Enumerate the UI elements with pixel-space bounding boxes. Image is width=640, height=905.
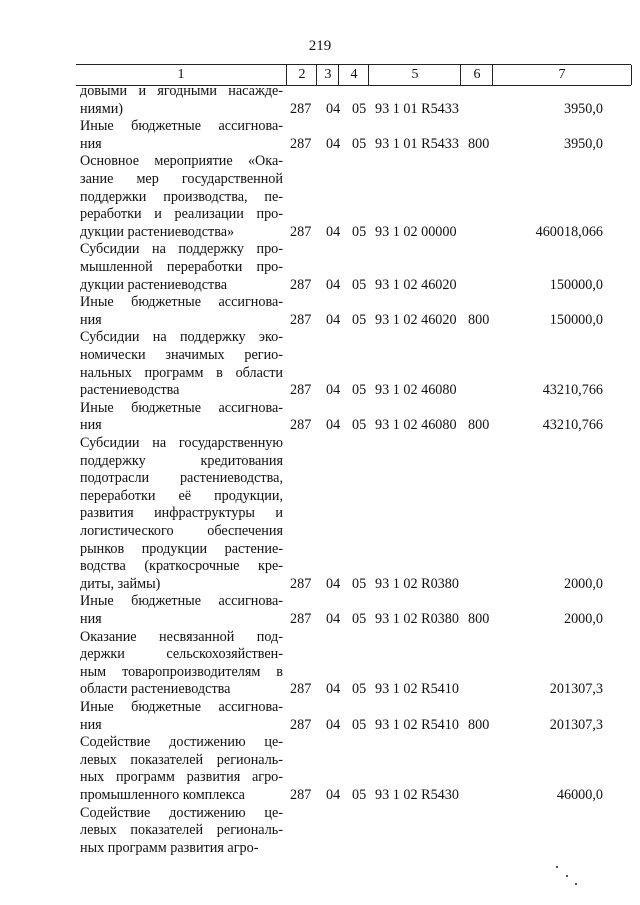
description-line: поддержки производства, пе- [80,188,283,205]
description-line: мышленной переработки про- [80,258,283,275]
cell-c4: 05 [352,786,367,803]
row-description [80,83,283,118]
description-line: левых показателей региональ- [80,751,283,768]
cell-c3: 04 [326,100,341,117]
cell-c5: 93 1 01 R5433 [375,135,459,152]
row-description [80,435,283,593]
description-line: развития инфраструктуры и [80,505,283,522]
cell-c2: 287 [290,382,312,399]
cell-c4: 05 [352,417,367,434]
description-line: Содействие достижению це- [80,804,283,821]
cell-c3: 04 [326,716,341,733]
cell-c2: 287 [290,786,312,803]
cell-c2: 287 [290,223,312,240]
cell-c5: 93 1 02 R5410 [375,716,459,733]
cell-c4: 05 [352,135,367,152]
description-line: Субсидии на поддержку про- [80,241,283,258]
description-line: ных программ развития агро- [80,769,283,786]
description-line: Иные бюджетные ассигнова- [80,399,283,416]
cell-c3: 04 [326,417,341,434]
row-description [80,241,283,294]
cell-c7: 201307,3 [549,681,603,698]
row-description [80,118,283,153]
description-line: ниями) [80,100,124,117]
description-line: переработки её продукции, [80,487,283,504]
description-line: ния [80,311,102,328]
row-description [80,629,283,699]
cell-c3: 04 [326,311,341,328]
cell-c3: 04 [326,135,341,152]
description-line: левых показателей региональ- [80,822,283,839]
cell-c4: 05 [352,610,367,627]
description-line: Субсидии на поддержку эко- [80,329,283,346]
cell-c5: 93 1 02 R0380 [375,575,459,592]
cell-c3: 04 [326,276,341,293]
row-description [80,400,283,435]
description-line: Иные бюджетные ассигнова- [80,294,283,311]
cell-c4: 05 [352,681,367,698]
cell-c4: 05 [352,276,367,293]
description-line: ния [80,716,102,733]
description-line: ния [80,135,102,152]
description-line: Основное мероприятие «Ока- [80,153,283,170]
row-description [80,329,283,399]
cell-c4: 05 [352,100,367,117]
cell-c7: 2000,0 [563,610,603,627]
cell-c5: 93 1 02 00000 [375,223,457,240]
description-line: Иные бюджетные ассигнова- [80,699,283,715]
description-line: логистического обеспечения [80,522,283,539]
description-line: промышленного комплекса [80,786,245,803]
cell-c2: 287 [290,681,312,698]
cell-c4: 05 [352,382,367,399]
description-line: ным товаропроизводителям в [80,663,283,680]
cell-c5: 93 1 02 R5430 [375,786,459,803]
scan-mark [575,883,577,885]
description-line: довыми и ягодными насажде- [80,83,283,99]
row-description [80,294,283,329]
description-line: подотрасли растениеводства, [80,470,283,487]
description-line: ных программ развития агро- [80,839,259,856]
cell-c2: 287 [290,575,312,592]
cell-c2: 287 [290,417,312,434]
header-col-4: 4 [338,65,369,85]
header-col-5: 5 [368,65,461,85]
cell-c3: 04 [326,575,341,592]
cell-c2: 287 [290,135,312,152]
header-col-7: 7 [492,65,632,85]
description-line: реработки и реализации про- [80,206,283,223]
cell-c7: 46000,0 [556,786,603,803]
cell-c2: 287 [290,276,312,293]
cell-c7: 150000,0 [549,311,603,328]
cell-c7: 460018,066 [535,223,603,240]
scan-mark [566,875,568,877]
description-line: Иные бюджетные ассигнова- [80,118,283,135]
description-line: диты, займы) [80,575,161,592]
cell-c4: 05 [352,716,367,733]
row-description [80,593,283,628]
cell-c4: 05 [352,311,367,328]
description-line: дукции растениеводства [80,276,228,293]
description-line: Содействие достижению це- [80,734,283,751]
description-line: рынков продукции растение- [80,540,283,557]
cell-c5: 93 1 02 R0380 [375,610,459,627]
cell-c5: 93 1 02 46080 [375,417,457,434]
description-line: Субсидии на государственную [80,435,283,451]
description-line: Оказание несвязанной под- [80,628,283,645]
description-line: поддержку кредитования [80,452,283,469]
cell-c5: 93 1 02 46080 [375,382,457,399]
header-col-6: 6 [460,65,493,85]
cell-c3: 04 [326,786,341,803]
description-line: Иные бюджетные ассигнова- [80,593,283,610]
row-description [80,153,283,241]
cell-c2: 287 [290,610,312,627]
cell-c2: 287 [290,311,312,328]
cell-c7: 201307,3 [549,716,603,733]
header-col-1: 1 [177,67,185,82]
page-number: 219 [308,38,332,54]
cell-c5: 93 1 02 R5410 [375,681,459,698]
description-line: области растениеводства [80,681,231,698]
header-col-3: 3 [316,65,339,85]
cell-c4: 05 [352,223,367,240]
header-col-2: 2 [286,65,317,85]
cell-c2: 287 [290,716,312,733]
description-line: зание мер государственной [80,170,283,187]
cell-c6: 800 [468,610,490,627]
description-line: нальных программ в области [80,364,283,381]
cell-c5: 93 1 01 R5433 [375,100,459,117]
cell-c3: 04 [326,681,341,698]
cell-c3: 04 [326,610,341,627]
row-description [80,699,283,734]
description-line: номически значимых регио- [80,346,283,363]
cell-c2: 287 [290,100,312,117]
cell-c6: 800 [468,417,490,434]
cell-c7: 43210,766 [542,417,603,434]
row-description [80,805,283,858]
description-line: ния [80,610,102,627]
description-line: ния [80,417,102,434]
cell-c3: 04 [326,223,341,240]
cell-c6: 800 [468,311,490,328]
cell-c5: 93 1 02 46020 [375,276,457,293]
cell-c7: 3950,0 [563,135,603,152]
cell-c7: 2000,0 [563,575,603,592]
cell-c7: 3950,0 [563,100,603,117]
row-description [80,734,283,804]
cell-c3: 04 [326,382,341,399]
description-line: растениеводства [80,382,180,399]
cell-c5: 93 1 02 46020 [375,311,457,328]
cell-c6: 800 [468,135,490,152]
cell-c4: 05 [352,575,367,592]
description-line: держки сельскохозяйствен- [80,646,283,663]
cell-c6: 800 [468,716,490,733]
cell-c7: 43210,766 [542,382,603,399]
scan-mark [556,866,558,868]
cell-c7: 150000,0 [549,276,603,293]
description-line: водства (краткосрочные кре- [80,558,283,575]
description-line: дукции растениеводства» [80,223,235,240]
